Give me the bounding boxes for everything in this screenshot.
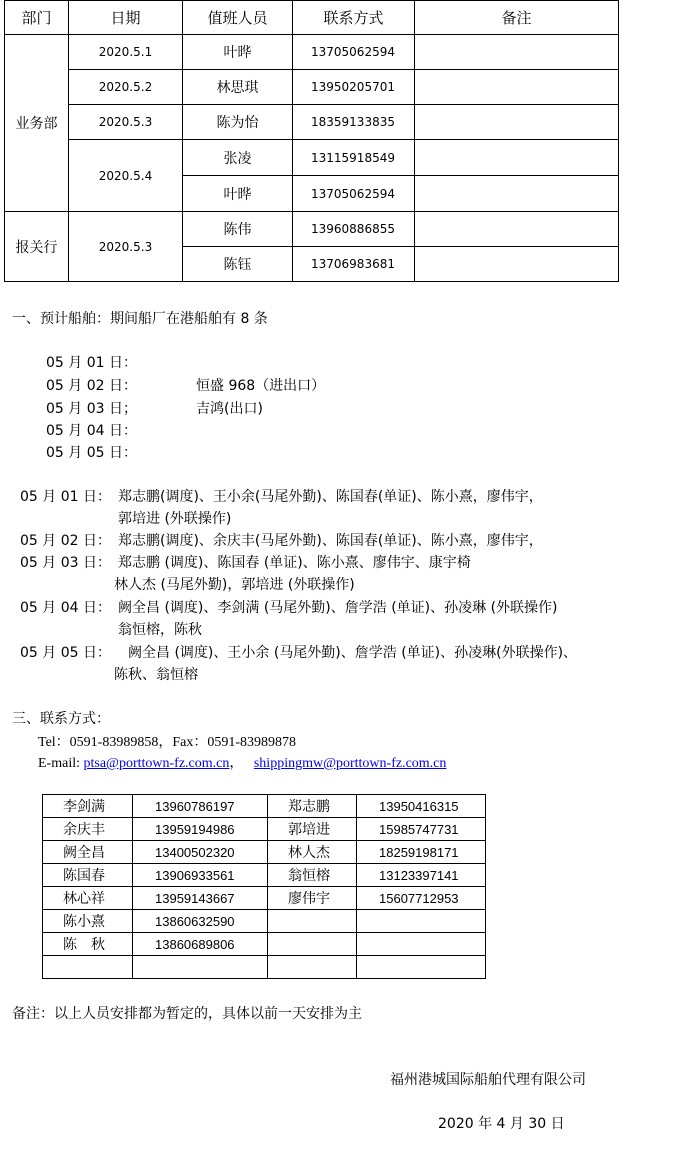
table-row (5, 212, 619, 247)
contact-name-cell: 郑志鹏 (268, 795, 357, 818)
contact-phone-cell (357, 910, 486, 933)
phone-cell: 13950205701 (293, 70, 415, 105)
ship-name: 恒盛 968（进出口） (196, 378, 326, 394)
schedule-line: 陈秋、翁恒榕 (114, 667, 198, 683)
contact-phone-cell: 13959194986 (133, 818, 268, 841)
ship-day: 05 月 01 日： (46, 355, 137, 371)
contact-phone-cell: 13959143667 (133, 887, 268, 910)
contact-row (43, 818, 486, 841)
tel-fax-line: Tel：0591-83989858，Fax：0591-83989878 (38, 735, 297, 750)
ship-day: 05 月 05 日： (46, 445, 137, 461)
email-label: E-mail: (38, 756, 84, 771)
schedule-line: 郭培进 (外联操作) (118, 511, 232, 527)
contact-name-cell (268, 956, 357, 979)
contact-phone-cell: 15985747731 (357, 818, 486, 841)
schedule-line: 郑志鹏 (调度)、陈国春 (单证)、陈小熹、廖伟宇、康宇椅 (118, 555, 471, 571)
staff-cell: 叶晔 (183, 35, 293, 70)
contact-name-cell: 陈小熹 (43, 910, 133, 933)
section3-title: 三、联系方式： (12, 711, 110, 727)
contact-row (43, 864, 486, 887)
contact-phone-cell: 13960786197 (133, 795, 268, 818)
table-row (5, 105, 619, 140)
contact-phone-cell (133, 956, 268, 979)
ship-day: 05 月 04 日： (46, 423, 137, 439)
header-staff: 值班人员 (183, 1, 293, 35)
contact-name-cell: 余庆丰 (43, 818, 133, 841)
schedule-day: 05 月 04 日： (20, 600, 111, 616)
email-link-2[interactable]: shippingmw@porttown-fz.com.cn (253, 756, 447, 771)
remark-cell (415, 176, 619, 212)
phone-cell: 13960886855 (293, 212, 415, 247)
contact-phone-cell: 15607712953 (357, 887, 486, 910)
dept-cell: 业务部 (5, 35, 69, 212)
contact-name-cell (268, 910, 357, 933)
contact-name-cell: 李剑满 (43, 795, 133, 818)
table-row (5, 70, 619, 105)
contact-phone-cell: 13123397141 (357, 864, 486, 887)
contact-phone-cell: 13950416315 (357, 795, 486, 818)
schedule-line: 翁恒榕，陈秋 (118, 622, 202, 638)
schedule-line: 郑志鹏(调度)、余庆丰(马尾外勤)、陈国春(单证)、陈小熹，廖伟宇， (118, 533, 543, 549)
phone-cell: 13115918549 (293, 140, 415, 176)
schedule-day: 05 月 02 日： (20, 533, 111, 549)
date-cell: 2020.5.3 (69, 212, 183, 282)
contact-name-cell: 林人杰 (268, 841, 357, 864)
contact-phone-cell: 13906933561 (133, 864, 268, 887)
phone-cell: 13705062594 (293, 176, 415, 212)
schedule-line: 阙全昌 (调度)、王小余 (马尾外勤)、詹学浩 (单证)、孙凌琳(外联操作)、 (128, 645, 578, 661)
contacts-table (42, 794, 486, 979)
dept-cell: 报关行 (5, 212, 69, 282)
header-dept: 部门 (5, 1, 69, 35)
contact-row (43, 841, 486, 864)
staff-cell: 陈为怡 (183, 105, 293, 140)
remark-text: 备注：以上人员安排都为暂定的，具体以前一天安排为主 (12, 1006, 362, 1022)
schedule-day: 05 月 03 日： (20, 555, 111, 571)
schedule-line: 阙全昌 (调度)、李剑满 (马尾外勤)、詹学浩 (单证)、孙凌琳 (外联操作) (118, 600, 558, 616)
phone-cell: 13706983681 (293, 247, 415, 282)
table-row (5, 35, 619, 70)
contact-name-cell: 林心祥 (43, 887, 133, 910)
section1-title: 一、预计船舶：期间船厂在港船舶有 8 条 (12, 311, 268, 327)
contact-name-cell: 阙全昌 (43, 841, 133, 864)
contact-row (43, 956, 486, 979)
contact-phone-cell: 18259198171 (357, 841, 486, 864)
remark-cell (415, 35, 619, 70)
header-contact: 联系方式 (293, 1, 415, 35)
ship-day: 05 月 02 日： (46, 378, 137, 394)
staff-cell: 叶晔 (183, 176, 293, 212)
contact-phone-cell: 13860632590 (133, 910, 268, 933)
phone-cell: 18359133835 (293, 105, 415, 140)
contact-name-cell: 陈国春 (43, 864, 133, 887)
ship-name: 吉鸿(出口) (196, 401, 263, 417)
contact-name-cell: 廖伟宇 (268, 887, 357, 910)
contact-row (43, 933, 486, 956)
duty-table (4, 0, 619, 282)
contact-phone-cell (357, 956, 486, 979)
schedule-day: 05 月 05 日： (20, 645, 111, 661)
staff-cell: 陈钰 (183, 247, 293, 282)
contact-phone-cell: 13400502320 (133, 841, 268, 864)
header-remark: 备注 (415, 1, 619, 35)
remark-cell (415, 140, 619, 176)
signature-date: 2020 年 4 月 30 日 (438, 1116, 565, 1132)
contacts-body (43, 795, 486, 979)
contact-row (43, 887, 486, 910)
staff-cell: 陈伟 (183, 212, 293, 247)
email-line (38, 752, 446, 772)
table-row (5, 140, 619, 176)
remark-cell (415, 247, 619, 282)
schedule-line: 郑志鹏(调度)、王小余(马尾外勤)、陈国春(单证)、陈小熹，廖伟宇， (118, 489, 543, 505)
contact-name-cell (268, 933, 357, 956)
contact-name-cell: 郭培进 (268, 818, 357, 841)
contact-name-cell: 翁恒榕 (268, 864, 357, 887)
phone-cell: 13705062594 (293, 35, 415, 70)
contact-row (43, 795, 486, 818)
contact-phone-cell: 13860689806 (133, 933, 268, 956)
email-separator: ， (229, 756, 244, 771)
schedule-day: 05 月 01 日： (20, 489, 111, 505)
contact-phone-cell (357, 933, 486, 956)
contact-name-cell: 陈 秋 (43, 933, 133, 956)
staff-cell: 林思琪 (183, 70, 293, 105)
staff-cell: 张凌 (183, 140, 293, 176)
header-date: 日期 (69, 1, 183, 35)
contact-row (43, 910, 486, 933)
schedule-line: 林人杰 (马尾外勤)，郭培进 (外联操作) (114, 577, 355, 593)
email-link-1[interactable]: ptsa@porttown-fz.com.cn (83, 756, 230, 771)
duty-header-row (5, 1, 619, 35)
remark-cell (415, 70, 619, 105)
contact-name-cell (43, 956, 133, 979)
date-cell: 2020.5.4 (69, 140, 183, 212)
date-cell: 2020.5.3 (69, 105, 183, 140)
ship-day: 05 月 03 日； (46, 401, 137, 417)
date-cell: 2020.5.1 (69, 35, 183, 70)
date-cell: 2020.5.2 (69, 70, 183, 105)
remark-cell (415, 105, 619, 140)
remark-cell (415, 212, 619, 247)
company-name: 福州港城国际船舶代理有限公司 (390, 1072, 586, 1088)
